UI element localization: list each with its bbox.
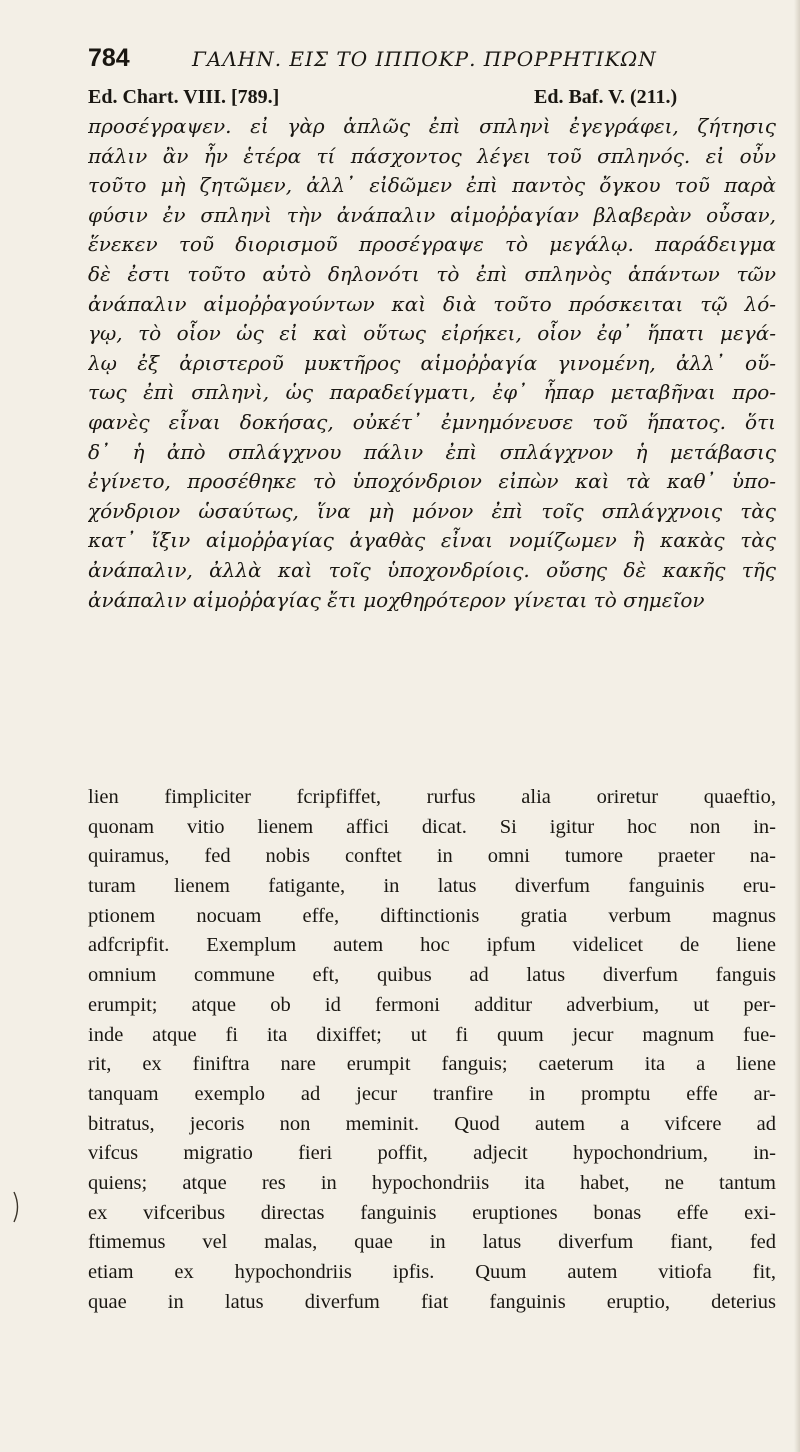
- latin-line: quae in latus diverfum fiat fanguinis eruptio, deterius: [88, 1290, 776, 1313]
- greek-line: ἕνεκεν τοῦ διορισμοῦ προσέγραψε τὸ μεγάλῳ. παράδειγμα: [88, 232, 776, 257]
- latin-line: omnium commune eft, quibus ad latus diverfum fanguis: [88, 964, 776, 987]
- latin-line: rit, ex finiftra nare erumpit fanguis; caeterum ita a liene: [88, 1053, 776, 1076]
- page-edge-shadow: [794, 0, 800, 1452]
- latin-line: tanquam exemplo ad jecur tranfire in promptu effe ar-: [88, 1082, 776, 1105]
- greek-line: ἀνάπαλιν αἱμοῤῥαγίας ἔτι μοχθηρότερον γίνεται τὸ σημεῖον: [88, 587, 705, 612]
- latin-line: erumpit; atque ob id fermoni additur adverbium, ut per-: [88, 993, 776, 1016]
- greek-line: χόνδριον ὡσαύτως, ἵνα μὴ μόνον ἐπὶ τοῖς σπλάγχνοις τὰς: [88, 498, 776, 523]
- latin-line: inde atque fi ita dixiffet; ut fi quum jecur magnum fue-: [88, 1023, 776, 1046]
- latin-line: quiramus, fed nobis conftet in omni tumore praeter na-: [88, 845, 776, 868]
- latin-line: vifcus migratio fieri poffit, adjecit hypochondrium, in-: [88, 1142, 776, 1165]
- edition-reference-line: [88, 86, 778, 114]
- greek-line: κατ᾽ ἴξιν αἱμοῤῥαγίας ἀγαθὰς εἶναι νομίζωμεν ἢ κακὰς τὰς: [88, 528, 776, 553]
- greek-line: λῳ ἐξ ἀριστεροῦ μυκτῆρος αἱμοῤῥαγία γινομένη, ἀλλ᾽ οὕ-: [88, 350, 776, 375]
- greek-line: γῳ, τὸ οἷον ὡς εἰ καὶ οὕτως εἰρήκει, οἷον ἐφ᾽ ἥπατι μεγά-: [88, 321, 776, 346]
- greek-line: δ᾽ ἡ ἀπὸ σπλάγχνου πάλιν ἐπὶ σπλάγχνον ἡ μετάβασις: [88, 439, 776, 464]
- greek-line: ἐγίνετο, προσέθηκε τὸ ὑποχόνδριον εἰπὼν καὶ τὰ καθ᾽ ὑπο-: [88, 469, 776, 494]
- greek-line: ἀνάπαλιν, ἀλλὰ καὶ τοῖς ὑποχονδρίοις. οὔσης δὲ κακῆς τῆς: [88, 557, 776, 582]
- greek-line: προσέγραψεν. εἰ γὰρ ἁπλῶς ἐπὶ σπληνὶ ἐγεγράφει, ζήτησις: [88, 114, 776, 138]
- running-title: ΓΑΛΗΝ. ΕΙΣ ΤΟ ΙΠΠΟΚΡ. ΠΡΟΡΡΗΤΙΚΩΝ: [192, 47, 657, 71]
- greek-line: ἀνάπαλιν αἱμοῤῥαγούντων καὶ διὰ τοῦτο πρόσκειται τῷ λό-: [88, 291, 776, 316]
- page-number: 784: [88, 44, 130, 72]
- greek-line: φανὲς εἶναι δοκήσας, οὐκέτ᾽ ἐμνημόνευσε τοῦ ἥπατος. ὅτι: [88, 409, 776, 434]
- latin-line: bitratus, jecoris non meminit. Quod autem a vifcere ad: [88, 1112, 776, 1135]
- greek-line: τως ἐπὶ σπληνὶ, ὡς παραδείγματι, ἐφ᾽ ἧπαρ μεταβῆναι προ-: [88, 380, 776, 405]
- latin-line: ptionem nocuam effe, diftinctionis gratia verbum magnus: [88, 904, 776, 927]
- latin-line: etiam ex hypochondriis ipfis. Quum autem vitiofa fit,: [88, 1261, 776, 1283]
- latin-line: turam lienem fatigante, in latus diverfum fanguinis eru-: [88, 875, 776, 898]
- greek-line: δὲ ἐστι τοῦτο αὐτὸ δηλονότι τὸ ἐπὶ σπληνὸς ἁπάντων τῶν: [88, 261, 776, 286]
- edition-basel-reference: Ed. Baf. V. (211.): [534, 86, 678, 108]
- latin-text-block: [88, 783, 776, 1317]
- latin-line: quonam vitio lienem affici dicat. Si igitur hoc non in-: [88, 815, 776, 838]
- latin-line: quiens; atque res in hypochondriis ita habet, ne tantum: [88, 1171, 776, 1194]
- edition-chartier-reference: Ed. Chart. VIII. [789.]: [88, 86, 280, 108]
- latin-line: lien fimpliciter fcripfiffet, rurfus alia oriretur quaeftio,: [88, 786, 776, 808]
- margin-bracket-mark: [12, 1190, 22, 1224]
- latin-line: adfcripfit. Exemplum autem hoc ipfum videlicet de liene: [88, 934, 776, 957]
- running-head: [88, 44, 778, 74]
- greek-line: πάλιν ἂν ἦν ἑτέρα τί πάσχοντος λέγει τοῦ σπληνός. εἰ οὖν: [88, 143, 776, 168]
- greek-line: φύσιν ἐν σπληνὶ τὴν ἀνάπαλιν αἱμοῤῥαγίαν βλαβερὰν οὖσαν,: [88, 202, 776, 227]
- latin-line: ex vifceribus directas fanguinis eruptiones bonas effe exi-: [88, 1201, 776, 1224]
- greek-text-block: [88, 112, 776, 615]
- latin-line: ftimemus vel malas, quae in latus diverfum fiant, fed: [88, 1231, 776, 1254]
- greek-line: τοῦτο μὴ ζητῶμεν, ἀλλ᾽ εἰδῶμεν ἐπὶ παντὸς ὄγκου τοῦ παρὰ: [88, 173, 776, 198]
